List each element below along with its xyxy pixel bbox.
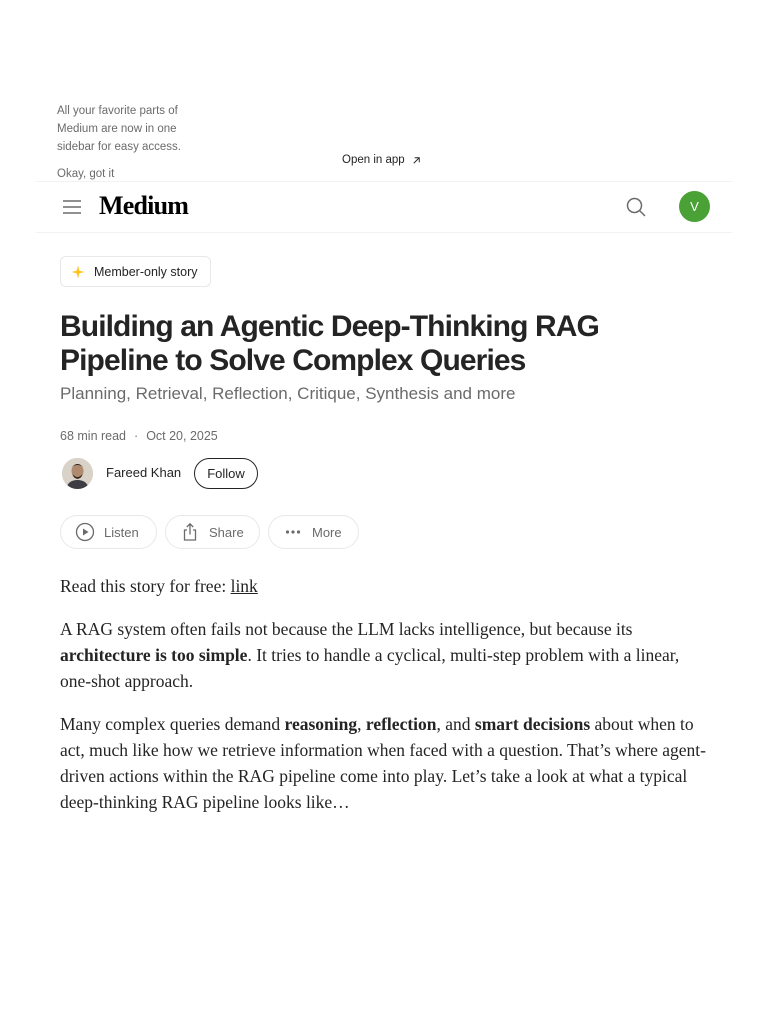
user-avatar[interactable]: V <box>679 191 710 222</box>
play-icon <box>75 522 95 542</box>
free-link-text: Read this story for free: <box>60 576 231 596</box>
follow-button[interactable]: Follow <box>194 458 258 489</box>
search-icon[interactable] <box>625 196 647 218</box>
article-meta <box>60 429 218 443</box>
article-title: Building an Agentic Deep-Thinking RAG Pipeline to Solve Complex Queries <box>60 310 599 377</box>
article-subtitle: Planning, Retrieval, Reflection, Critique, Synthesis and more <box>60 384 516 403</box>
author-name[interactable]: Fareed Khan <box>106 465 182 480</box>
share-icon <box>180 522 200 542</box>
tooltip-text: All your favorite parts of Medium are now in one sidebar for easy access. <box>57 105 182 153</box>
open-in-app-link[interactable] <box>342 154 422 166</box>
more-button[interactable] <box>268 515 359 549</box>
more-icon <box>283 522 303 542</box>
open-in-app-label: Open in app <box>342 154 405 166</box>
share-button[interactable] <box>165 515 260 549</box>
para2-bold-reasoning: reasoning <box>284 714 358 734</box>
header-divider-top <box>36 181 732 182</box>
star-icon <box>71 265 85 279</box>
para2-text-4: about when to act, much like how we retrieve information when faced with a question. That’s where agent-driven actions within the RAG pipeline come into play. Let’s take a look at what a typical deep-thinking RAG pipeline looks like… <box>60 714 706 812</box>
intro-text-1: A RAG system often fails not because the LLM lacks intelligence, but because its <box>60 619 633 639</box>
para2-bold-reflection: reflection <box>365 714 437 734</box>
second-paragraph <box>60 711 710 815</box>
share-label: Share <box>209 524 244 540</box>
para2-text-2: , <box>357 714 366 734</box>
more-label: More <box>312 524 342 540</box>
para2-text-1: Many complex queries demand <box>60 714 285 734</box>
listen-button[interactable] <box>60 515 157 549</box>
free-link-paragraph <box>60 573 710 599</box>
para2-bold-decisions: smart decisions <box>474 714 591 734</box>
publish-date: Oct 20, 2025 <box>146 429 218 443</box>
header-divider-bottom <box>36 232 732 233</box>
arrow-up-right-icon <box>411 155 422 166</box>
para2-text-3: , and <box>436 714 475 734</box>
free-story-link[interactable]: link <box>230 576 258 596</box>
meta-separator: · <box>134 429 139 443</box>
tooltip-ok-button[interactable]: Okay, got it <box>57 168 115 180</box>
intro-bold-1: architecture is too simple <box>60 645 248 665</box>
author-photo-icon <box>62 458 93 489</box>
medium-logo[interactable]: Medium <box>99 191 189 220</box>
listen-label: Listen <box>104 524 139 540</box>
member-only-label: Member-only story <box>94 264 198 279</box>
intro-text-2: . It tries to handle a cyclical, multi-step problem with a linear, one-shot approach. <box>60 645 680 691</box>
read-time: 68 min read <box>60 429 127 443</box>
sidebar-tooltip <box>36 88 236 182</box>
menu-icon[interactable] <box>61 198 83 216</box>
member-only-badge <box>60 256 211 287</box>
intro-paragraph <box>60 616 710 694</box>
author-avatar[interactable] <box>62 458 93 489</box>
